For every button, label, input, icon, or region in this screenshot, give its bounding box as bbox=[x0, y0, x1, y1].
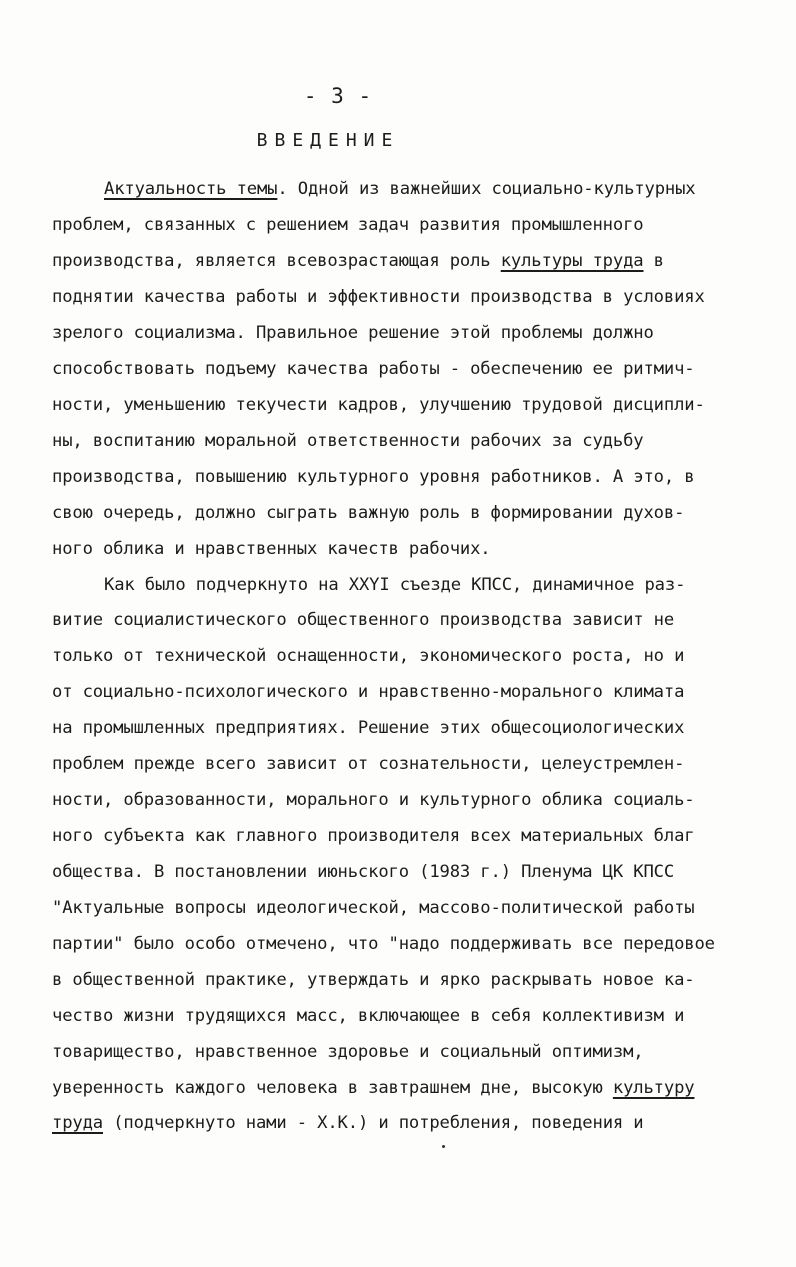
paragraph-1-line-11: ного облика и нравственных качеств рабочих. bbox=[52, 539, 491, 559]
paragraph-2-line-10: "Актуальные вопросы идеологической, массово-политической работы bbox=[52, 898, 695, 918]
paragraph-1-line-4: поднятии качества работы и эффективности производства в условиях bbox=[52, 287, 705, 307]
paragraph-2-line-13: чество жизни трудящихся масс, включающее в себя коллективизм и bbox=[52, 1006, 685, 1026]
paragraph-1-line-1-text: . Одной из важнейших социально-культурных bbox=[277, 179, 696, 199]
paragraph-1-line-3-text-b: в bbox=[643, 251, 664, 271]
paragraph-2-line-1: Как было подчеркнуто на XXYI съезде КПСС, динамичное раз- bbox=[104, 575, 686, 595]
paragraph-1-line-3 bbox=[52, 249, 664, 273]
topic-title: Актуальность темы bbox=[104, 179, 278, 199]
paragraph-2-line-15 bbox=[52, 1076, 694, 1100]
paragraph-1-line-6: способствовать подъему качества работы - обеспечению ее ритмич- bbox=[52, 359, 695, 379]
paragraph-1-line-9: производства, повышению культурного уровня работников. А это, в bbox=[52, 467, 695, 487]
paragraph-1-line-7: ности, уменьшению текучести кадров, улучшению трудовой дисципли- bbox=[52, 395, 705, 415]
paragraph-1-line-1 bbox=[104, 177, 695, 201]
paragraph-2-line-8: ного субъекта как главного производителя всех материальных благ bbox=[52, 826, 695, 846]
paragraph-2-line-5: на промышленных предприятиях. Решение этих общесоциологических bbox=[52, 718, 685, 738]
paragraph-1-line-10: свою очередь, должно сыграть важную роль в формировании духов- bbox=[52, 503, 685, 523]
paragraph-2-line-6: проблем прежде всего зависит от сознательности, целеустремлен- bbox=[52, 754, 685, 774]
underlined-term-labor-culture: культуры труда bbox=[500, 251, 644, 271]
paragraph-1-line-8: ны, воспитанию моральной ответственности рабочих за судьбу bbox=[52, 431, 644, 451]
paragraph-2-line-12: в общественной практике, утверждать и ярко раскрывать новое ка- bbox=[52, 970, 695, 990]
paragraph-2-line-3: только от технической оснащенности, экономического роста, но и bbox=[52, 646, 685, 666]
paragraph-2-line-7: ности, образованности, морального и культурного облика социаль- bbox=[52, 790, 695, 810]
stray-ink-dot bbox=[442, 1145, 445, 1148]
paragraph-2-line-16 bbox=[52, 1111, 643, 1135]
paragraph-2-line-11: партии" было особо отмечено, что "надо поддерживать все передовое bbox=[52, 934, 715, 954]
underlined-term-culture: культуру bbox=[612, 1078, 695, 1098]
paragraph-2-line-4: от социально-психологического и нравственно-морального климата bbox=[52, 682, 685, 702]
paragraph-1-line-5: зрелого социализма. Правильное решение этой проблемы должно bbox=[52, 323, 654, 343]
paragraph-2-line-2: витие социалистического общественного производства зависит не bbox=[52, 610, 675, 630]
paragraph-2-line-14: товарищество, нравственное здоровье и социальный оптимизм, bbox=[52, 1042, 644, 1062]
underlined-term-labor: труда bbox=[52, 1113, 103, 1133]
paragraph-2-line-16-text: (подчеркнуто нами - Х.К.) и потребления, поведения и bbox=[103, 1113, 644, 1133]
page-number: - 3 - bbox=[303, 84, 373, 108]
paragraph-2-line-9: общества. В постановлении июньского (1983 г.) Пленума ЦК КПСС bbox=[52, 862, 675, 882]
paragraph-2-line-15-text: уверенность каждого человека в завтрашнем дне, высокую bbox=[52, 1078, 613, 1098]
paragraph-1-line-2: проблем, связанных с решением задач развития промышленного bbox=[52, 215, 644, 235]
paragraph-1-line-3-text-a: производства, является всевозрастающая роль bbox=[52, 251, 501, 271]
section-heading: ВВЕДЕНИЕ bbox=[256, 130, 400, 151]
